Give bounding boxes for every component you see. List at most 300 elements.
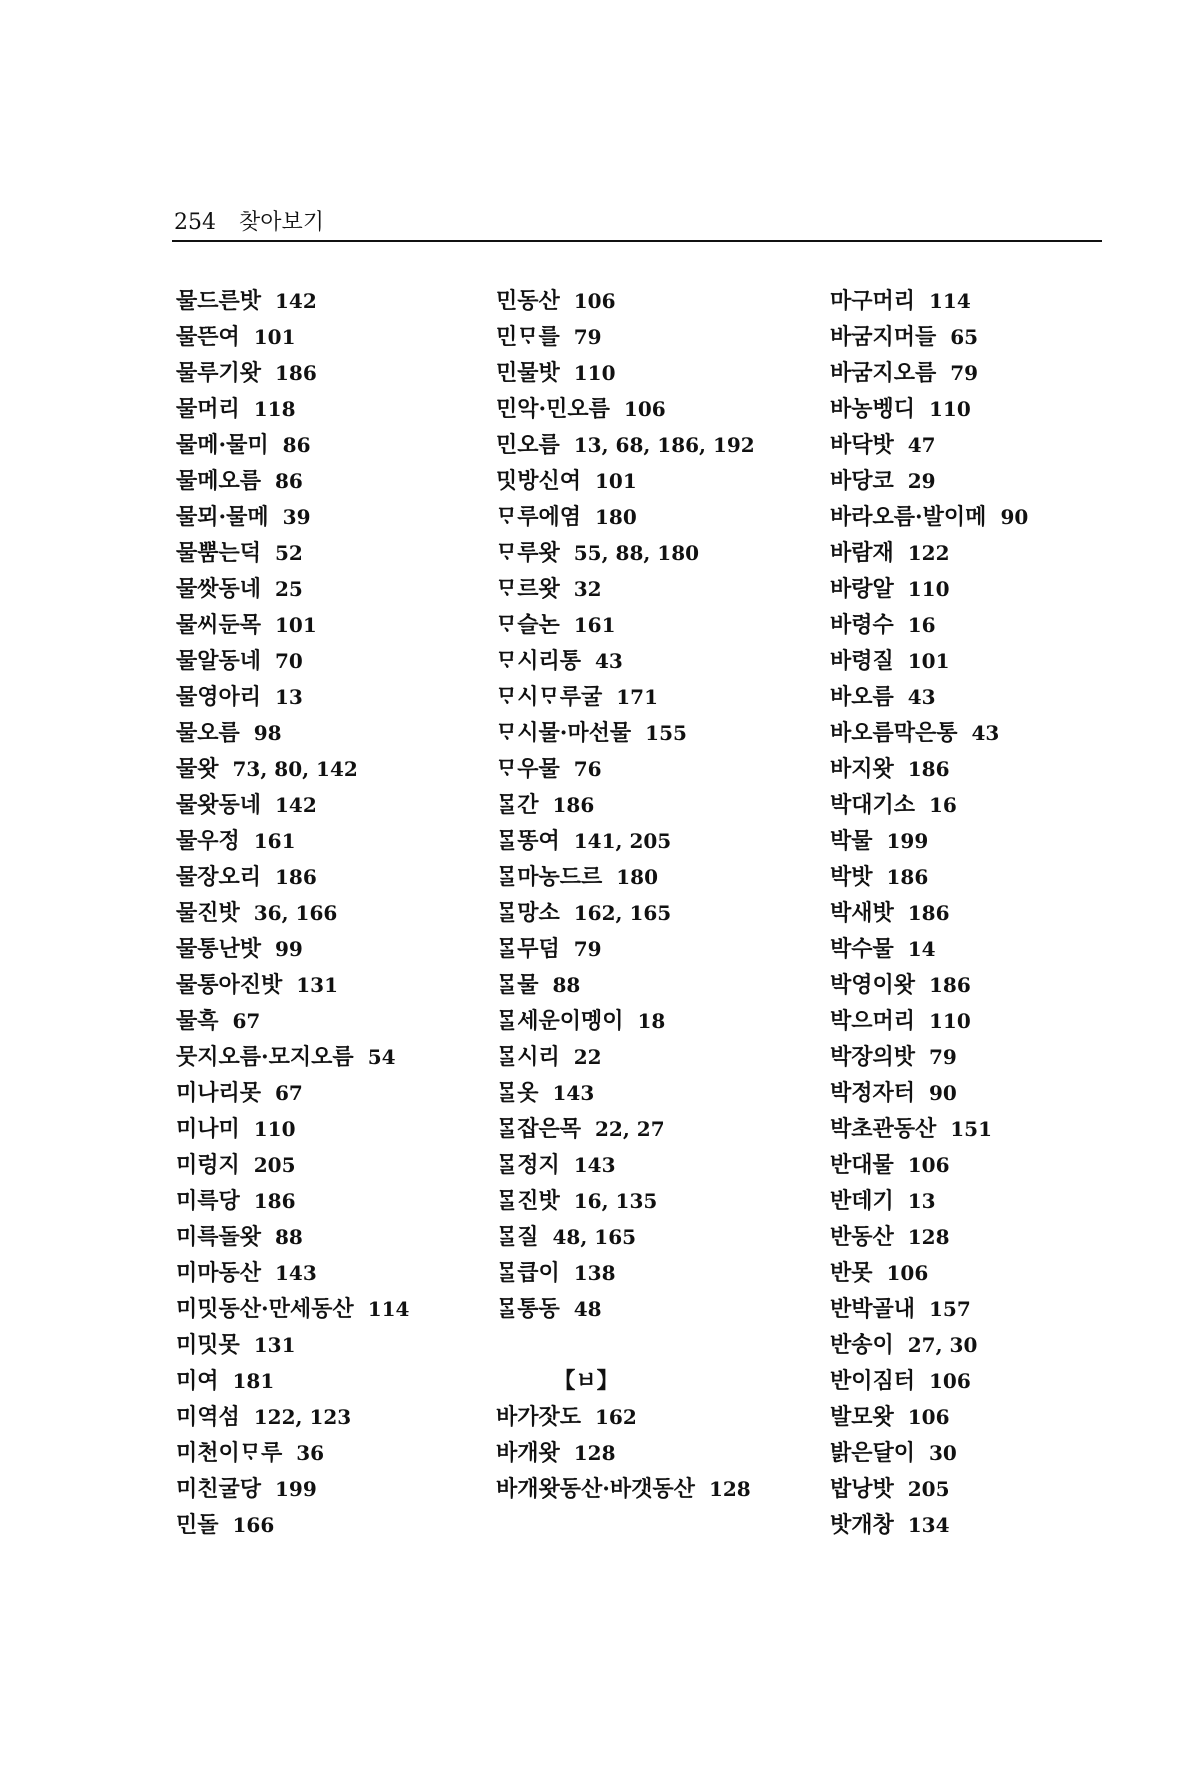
index-pages: 32 xyxy=(573,577,602,601)
index-term: 미여 xyxy=(176,1368,219,1394)
index-term: 밥낭밧 xyxy=(830,1476,894,1502)
index-entry xyxy=(830,1399,1028,1435)
index-pages: 98 xyxy=(253,721,282,745)
index-term: 물장오리 xyxy=(176,864,262,890)
index-entry xyxy=(830,607,1028,643)
index-entry xyxy=(176,283,409,319)
index-term: 미밋동산·만세동산 xyxy=(176,1296,354,1322)
running-header xyxy=(174,205,324,236)
index-entry xyxy=(176,859,409,895)
index-term: 미륵돌왓 xyxy=(176,1224,262,1250)
index-term: 물왓동네 xyxy=(176,792,262,818)
section-spacer xyxy=(496,1327,755,1363)
index-term: ᄆᆞ슬논 xyxy=(496,612,560,638)
index-entry xyxy=(496,1183,755,1219)
index-pages: 25 xyxy=(275,577,303,601)
index-entry xyxy=(176,607,409,643)
index-entry xyxy=(176,1075,409,1111)
index-term: 물진밧 xyxy=(176,900,240,926)
index-entry xyxy=(496,931,755,967)
index-term: ᄆᆞ루에염 xyxy=(496,504,582,530)
index-term: 반데기 xyxy=(830,1188,894,1214)
index-pages: 79 xyxy=(573,937,602,961)
index-term: 바라오름·발이메 xyxy=(830,504,987,530)
index-pages: 134 xyxy=(907,1513,950,1537)
index-pages: 143 xyxy=(552,1081,595,1105)
index-term: 물흑 xyxy=(176,1008,219,1034)
index-term: 밋방신여 xyxy=(496,468,582,494)
index-entry xyxy=(496,1003,755,1039)
index-entry xyxy=(176,1039,409,1075)
index-entry xyxy=(176,571,409,607)
index-pages: 199 xyxy=(275,1477,317,1501)
index-entry xyxy=(496,895,755,931)
index-term: 물메오름 xyxy=(176,468,262,494)
index-entry xyxy=(830,1363,1028,1399)
index-entry xyxy=(496,1111,755,1147)
index-pages: 39 xyxy=(282,505,311,529)
index-pages: 143 xyxy=(573,1153,616,1177)
index-term: 물왓 xyxy=(176,756,219,782)
index-term: 바오름 xyxy=(830,684,894,710)
index-entry xyxy=(830,1471,1028,1507)
index-entry xyxy=(830,895,1028,931)
index-pages: 70 xyxy=(275,649,303,673)
index-entry xyxy=(830,283,1028,319)
index-pages: 142 xyxy=(275,793,317,817)
index-term: ᄆᆞᆯ세운이멩이 xyxy=(496,1008,624,1034)
index-entry xyxy=(496,1435,755,1471)
index-pages: 88 xyxy=(552,973,581,997)
index-entry xyxy=(496,643,755,679)
index-pages: 199 xyxy=(886,829,929,853)
index-entry xyxy=(830,931,1028,967)
index-pages: 54 xyxy=(367,1045,396,1069)
index-pages: 171 xyxy=(616,685,659,709)
index-term: 물쌋동네 xyxy=(176,576,262,602)
index-pages: 36, 166 xyxy=(253,901,338,925)
index-entry xyxy=(496,319,755,355)
index-entry xyxy=(830,787,1028,823)
index-term: 바령수 xyxy=(830,612,894,638)
index-term: 미렁지 xyxy=(176,1152,240,1178)
index-entry xyxy=(176,679,409,715)
index-entry xyxy=(830,1183,1028,1219)
index-pages: 161 xyxy=(253,829,296,853)
index-pages: 29 xyxy=(907,469,936,493)
index-pages: 101 xyxy=(275,613,317,637)
index-entry xyxy=(830,1435,1028,1471)
index-entry xyxy=(496,1219,755,1255)
index-entry xyxy=(830,1507,1028,1543)
index-term: 민동산 xyxy=(496,288,560,314)
index-pages: 101 xyxy=(595,469,637,493)
index-entry xyxy=(830,535,1028,571)
index-pages: 101 xyxy=(907,649,950,673)
index-pages: 186 xyxy=(886,865,929,889)
index-term: ᄆᆞ우물 xyxy=(496,756,560,782)
index-pages: 186 xyxy=(275,361,317,385)
index-pages: 157 xyxy=(929,1297,971,1321)
index-pages: 161 xyxy=(573,613,616,637)
index-term: 바랑알 xyxy=(830,576,894,602)
index-pages: 52 xyxy=(275,541,303,565)
index-term: ᄆᆞᆯ간 xyxy=(496,792,539,818)
index-entry xyxy=(176,499,409,535)
index-term: ᄆᆞᆯ잡은목 xyxy=(496,1116,582,1142)
index-pages: 36 xyxy=(296,1441,325,1465)
index-pages: 180 xyxy=(616,865,659,889)
index-pages: 143 xyxy=(275,1261,317,1285)
index-term: ᄆᆞ시리통 xyxy=(496,648,582,674)
index-term: 박으머리 xyxy=(830,1008,916,1034)
index-entry xyxy=(496,787,755,823)
index-entry xyxy=(496,571,755,607)
index-entry xyxy=(496,1147,755,1183)
index-pages: 128 xyxy=(708,1477,751,1501)
index-term: 박물 xyxy=(830,828,873,854)
index-entry xyxy=(176,535,409,571)
index-term: 민ᄆᆞ를 xyxy=(496,324,560,350)
index-term: 발모왓 xyxy=(830,1404,894,1430)
index-entry xyxy=(176,715,409,751)
index-entry xyxy=(830,1039,1028,1075)
index-entry xyxy=(830,391,1028,427)
index-term: ᄆᆞᆯ똥여 xyxy=(496,828,560,854)
index-entry xyxy=(496,1039,755,1075)
index-term: ᄆᆞ시ᄆᆞ루굴 xyxy=(496,684,603,710)
index-pages: 205 xyxy=(907,1477,950,1501)
index-term: 밝은달이 xyxy=(830,1440,916,1466)
index-entry xyxy=(830,715,1028,751)
index-term: ᄆᆞᆯ정지 xyxy=(496,1152,560,1178)
index-pages: 65 xyxy=(950,325,979,349)
index-term: 물뫼·물메 xyxy=(176,504,269,530)
index-term: 바당코 xyxy=(830,468,894,494)
index-entry xyxy=(496,391,755,427)
index-entry xyxy=(176,1291,409,1327)
index-entry xyxy=(176,355,409,391)
index-term: 물오름 xyxy=(176,720,240,746)
index-term: 바개왓 xyxy=(496,1440,560,1466)
index-entry xyxy=(830,643,1028,679)
index-pages: 205 xyxy=(253,1153,296,1177)
index-pages: 101 xyxy=(253,325,296,349)
index-pages: 142 xyxy=(275,289,317,313)
index-pages: 79 xyxy=(950,361,979,385)
index-entry xyxy=(496,535,755,571)
index-term: 반이짐터 xyxy=(830,1368,916,1394)
index-entry xyxy=(830,499,1028,535)
index-term: 박밧 xyxy=(830,864,873,890)
index-term: 민돌 xyxy=(176,1512,219,1538)
index-pages: 43 xyxy=(595,649,623,673)
index-term: 물루기왓 xyxy=(176,360,262,386)
index-term: ᄆᆞᆯ물 xyxy=(496,972,539,998)
index-term: 물통아진밧 xyxy=(176,972,283,998)
index-term: 바가잣도 xyxy=(496,1404,582,1430)
index-entry xyxy=(176,1507,409,1543)
index-entry xyxy=(176,1363,409,1399)
index-entry xyxy=(176,1435,409,1471)
index-pages: 48 xyxy=(573,1297,602,1321)
index-entry xyxy=(176,787,409,823)
index-term: 바굼지머들 xyxy=(830,324,937,350)
index-term: 바람재 xyxy=(830,540,894,566)
index-term: 박대기소 xyxy=(830,792,916,818)
index-entry xyxy=(496,751,755,787)
index-entry xyxy=(496,1399,755,1435)
index-term: 물메·물미 xyxy=(176,432,269,458)
index-entry xyxy=(176,1471,409,1507)
index-term: 물머리 xyxy=(176,396,240,422)
index-entry xyxy=(830,751,1028,787)
index-pages: 43 xyxy=(907,685,936,709)
index-pages: 122 xyxy=(907,541,950,565)
index-entry xyxy=(830,967,1028,1003)
index-pages: 99 xyxy=(275,937,303,961)
index-term: 물드른밧 xyxy=(176,288,262,314)
index-term: ᄆᆞᆯ망소 xyxy=(496,900,560,926)
index-entry xyxy=(830,1075,1028,1111)
index-pages: 186 xyxy=(907,757,950,781)
index-pages: 162, 165 xyxy=(573,901,672,925)
index-pages: 106 xyxy=(886,1261,929,1285)
index-term: ᄆᆞᆯ통동 xyxy=(496,1296,560,1322)
index-term: 미마동산 xyxy=(176,1260,262,1286)
index-column-2 xyxy=(496,283,755,1507)
section-heading: 【ㅂ】 xyxy=(553,1368,619,1394)
index-entry xyxy=(176,1111,409,1147)
index-pages: 141, 205 xyxy=(573,829,672,853)
index-pages: 90 xyxy=(1000,505,1029,529)
index-pages: 88 xyxy=(275,1225,303,1249)
index-term: 미천이ᄆᆞ루 xyxy=(176,1440,283,1466)
index-term: 물알동네 xyxy=(176,648,262,674)
index-entry xyxy=(496,499,755,535)
index-pages: 27, 30 xyxy=(907,1333,978,1357)
index-pages: 79 xyxy=(929,1045,957,1069)
index-pages: 14 xyxy=(907,937,936,961)
index-term: 반송이 xyxy=(830,1332,894,1358)
index-term: ᄆᆞ루왓 xyxy=(496,540,560,566)
index-term: 바농벵디 xyxy=(830,396,916,422)
index-pages: 110 xyxy=(253,1117,296,1141)
index-pages: 30 xyxy=(929,1441,957,1465)
index-term: 바굼지오름 xyxy=(830,360,937,386)
index-pages: 110 xyxy=(929,397,971,421)
index-term: 미나리못 xyxy=(176,1080,262,1106)
index-entry xyxy=(496,607,755,643)
header-rule xyxy=(172,240,1102,242)
index-entry xyxy=(496,715,755,751)
index-entry xyxy=(830,463,1028,499)
index-pages: 166 xyxy=(232,1513,275,1537)
index-pages: 73, 80, 142 xyxy=(232,757,358,781)
index-entry xyxy=(830,1147,1028,1183)
index-entry xyxy=(176,931,409,967)
index-pages: 110 xyxy=(573,361,616,385)
index-entry xyxy=(830,1219,1028,1255)
index-entry xyxy=(496,427,755,463)
index-pages: 151 xyxy=(950,1117,993,1141)
index-entry xyxy=(496,355,755,391)
index-entry xyxy=(176,1147,409,1183)
index-pages: 79 xyxy=(573,325,602,349)
index-entry xyxy=(176,1255,409,1291)
index-term: ᄆᆞᆯ시리 xyxy=(496,1044,560,1070)
index-column-1 xyxy=(176,283,409,1543)
index-pages: 110 xyxy=(929,1009,971,1033)
index-pages: 48, 165 xyxy=(552,1225,637,1249)
index-pages: 22, 27 xyxy=(595,1117,665,1141)
index-pages: 106 xyxy=(907,1405,950,1429)
index-term: 박장의밧 xyxy=(830,1044,916,1070)
page-number: 254 xyxy=(174,210,216,235)
index-entry xyxy=(176,1003,409,1039)
index-pages: 76 xyxy=(573,757,602,781)
index-term: ᄆᆞ르왓 xyxy=(496,576,560,602)
index-entry xyxy=(830,1291,1028,1327)
index-pages: 131 xyxy=(253,1333,296,1357)
index-term: ᄆᆞᆯ마농드르 xyxy=(496,864,603,890)
index-pages: 128 xyxy=(573,1441,616,1465)
index-term: 물우정 xyxy=(176,828,240,854)
index-pages: 16, 135 xyxy=(573,1189,658,1213)
index-pages: 106 xyxy=(929,1369,971,1393)
index-term: 바령질 xyxy=(830,648,894,674)
index-entry xyxy=(496,1255,755,1291)
index-entry xyxy=(830,1111,1028,1147)
index-term: 미륵당 xyxy=(176,1188,240,1214)
index-term: 물뿜는덕 xyxy=(176,540,262,566)
index-entry xyxy=(176,967,409,1003)
index-entry xyxy=(496,823,755,859)
index-entry xyxy=(830,355,1028,391)
index-pages: 55, 88, 180 xyxy=(573,541,700,565)
index-term: ᄆᆞᆯ옷 xyxy=(496,1080,539,1106)
index-pages: 186 xyxy=(552,793,595,817)
index-pages: 106 xyxy=(623,397,666,421)
index-pages: 106 xyxy=(907,1153,950,1177)
index-pages: 114 xyxy=(367,1297,410,1321)
index-entry xyxy=(496,283,755,319)
index-pages: 47 xyxy=(907,433,936,457)
index-entry xyxy=(176,427,409,463)
index-entry xyxy=(496,967,755,1003)
index-term: 물통난밧 xyxy=(176,936,262,962)
index-pages: 90 xyxy=(929,1081,957,1105)
index-pages: 186 xyxy=(929,973,971,997)
index-pages: 106 xyxy=(573,289,616,313)
index-term: 박수물 xyxy=(830,936,894,962)
index-term: ᄆᆞ시물·마선물 xyxy=(496,720,632,746)
index-entry xyxy=(176,823,409,859)
index-entry xyxy=(176,895,409,931)
index-pages: 155 xyxy=(645,721,687,745)
index-term: 바지왓 xyxy=(830,756,894,782)
index-pages: 22 xyxy=(573,1045,602,1069)
index-entry xyxy=(496,859,755,895)
index-pages: 18 xyxy=(637,1009,666,1033)
index-pages: 86 xyxy=(282,433,311,457)
index-entry xyxy=(176,1327,409,1363)
index-entry xyxy=(176,643,409,679)
index-term: 마구머리 xyxy=(830,288,916,314)
index-term: 바개왓동산·바갯동산 xyxy=(496,1476,695,1502)
index-term: 민오름 xyxy=(496,432,560,458)
index-term: 물영아리 xyxy=(176,684,262,710)
index-term: 밧개창 xyxy=(830,1512,894,1538)
index-entry xyxy=(176,1399,409,1435)
index-term: 반못 xyxy=(830,1260,873,1286)
index-term: ᄆᆞᆯ큽이 xyxy=(496,1260,560,1286)
index-term: 미나미 xyxy=(176,1116,240,1142)
index-term: 반동산 xyxy=(830,1224,894,1250)
index-term: 미친굴당 xyxy=(176,1476,262,1502)
index-pages: 67 xyxy=(275,1081,303,1105)
index-entry xyxy=(496,1291,755,1327)
index-pages: 13, 68, 186, 192 xyxy=(573,433,755,457)
index-pages: 16 xyxy=(907,613,936,637)
index-term: ᄆᆞᆯ질 xyxy=(496,1224,539,1250)
index-pages: 181 xyxy=(232,1369,275,1393)
index-entry xyxy=(830,427,1028,463)
index-pages: 186 xyxy=(907,901,950,925)
index-term: 미밋못 xyxy=(176,1332,240,1358)
index-pages: 186 xyxy=(253,1189,296,1213)
index-pages: 13 xyxy=(907,1189,936,1213)
index-term: 바닥밧 xyxy=(830,432,894,458)
index-term: 민물밧 xyxy=(496,360,560,386)
index-term: 반박골내 xyxy=(830,1296,916,1322)
index-entry xyxy=(496,1471,755,1507)
index-pages: 186 xyxy=(275,865,317,889)
index-entry xyxy=(176,319,409,355)
index-entry xyxy=(830,1255,1028,1291)
index-entry xyxy=(830,859,1028,895)
index-pages: 43 xyxy=(971,721,1000,745)
index-entry xyxy=(496,1075,755,1111)
index-term: 바오름막은통 xyxy=(830,720,958,746)
index-pages: 67 xyxy=(232,1009,261,1033)
index-entry xyxy=(176,1183,409,1219)
index-term: ᄆᆞᆯ무덤 xyxy=(496,936,560,962)
index-pages: 138 xyxy=(573,1261,616,1285)
index-entry xyxy=(176,751,409,787)
index-entry xyxy=(176,463,409,499)
index-term: 민악·민오름 xyxy=(496,396,610,422)
index-term: 뭇지오름·모지오름 xyxy=(176,1044,354,1070)
index-pages: 86 xyxy=(275,469,303,493)
index-pages: 13 xyxy=(275,685,303,709)
index-term: 반대물 xyxy=(830,1152,894,1178)
index-entry xyxy=(830,679,1028,715)
header-title: 찾아보기 xyxy=(239,210,325,235)
index-pages: 118 xyxy=(253,397,296,421)
index-entry xyxy=(830,571,1028,607)
index-entry xyxy=(496,679,755,715)
index-pages: 128 xyxy=(907,1225,950,1249)
index-pages: 180 xyxy=(595,505,637,529)
index-entry xyxy=(176,1219,409,1255)
index-entry xyxy=(830,1003,1028,1039)
index-term: 물씨둔목 xyxy=(176,612,262,638)
index-pages: 162 xyxy=(595,1405,637,1429)
index-pages: 110 xyxy=(907,577,950,601)
index-entry xyxy=(176,391,409,427)
index-term: 박새밧 xyxy=(830,900,894,926)
